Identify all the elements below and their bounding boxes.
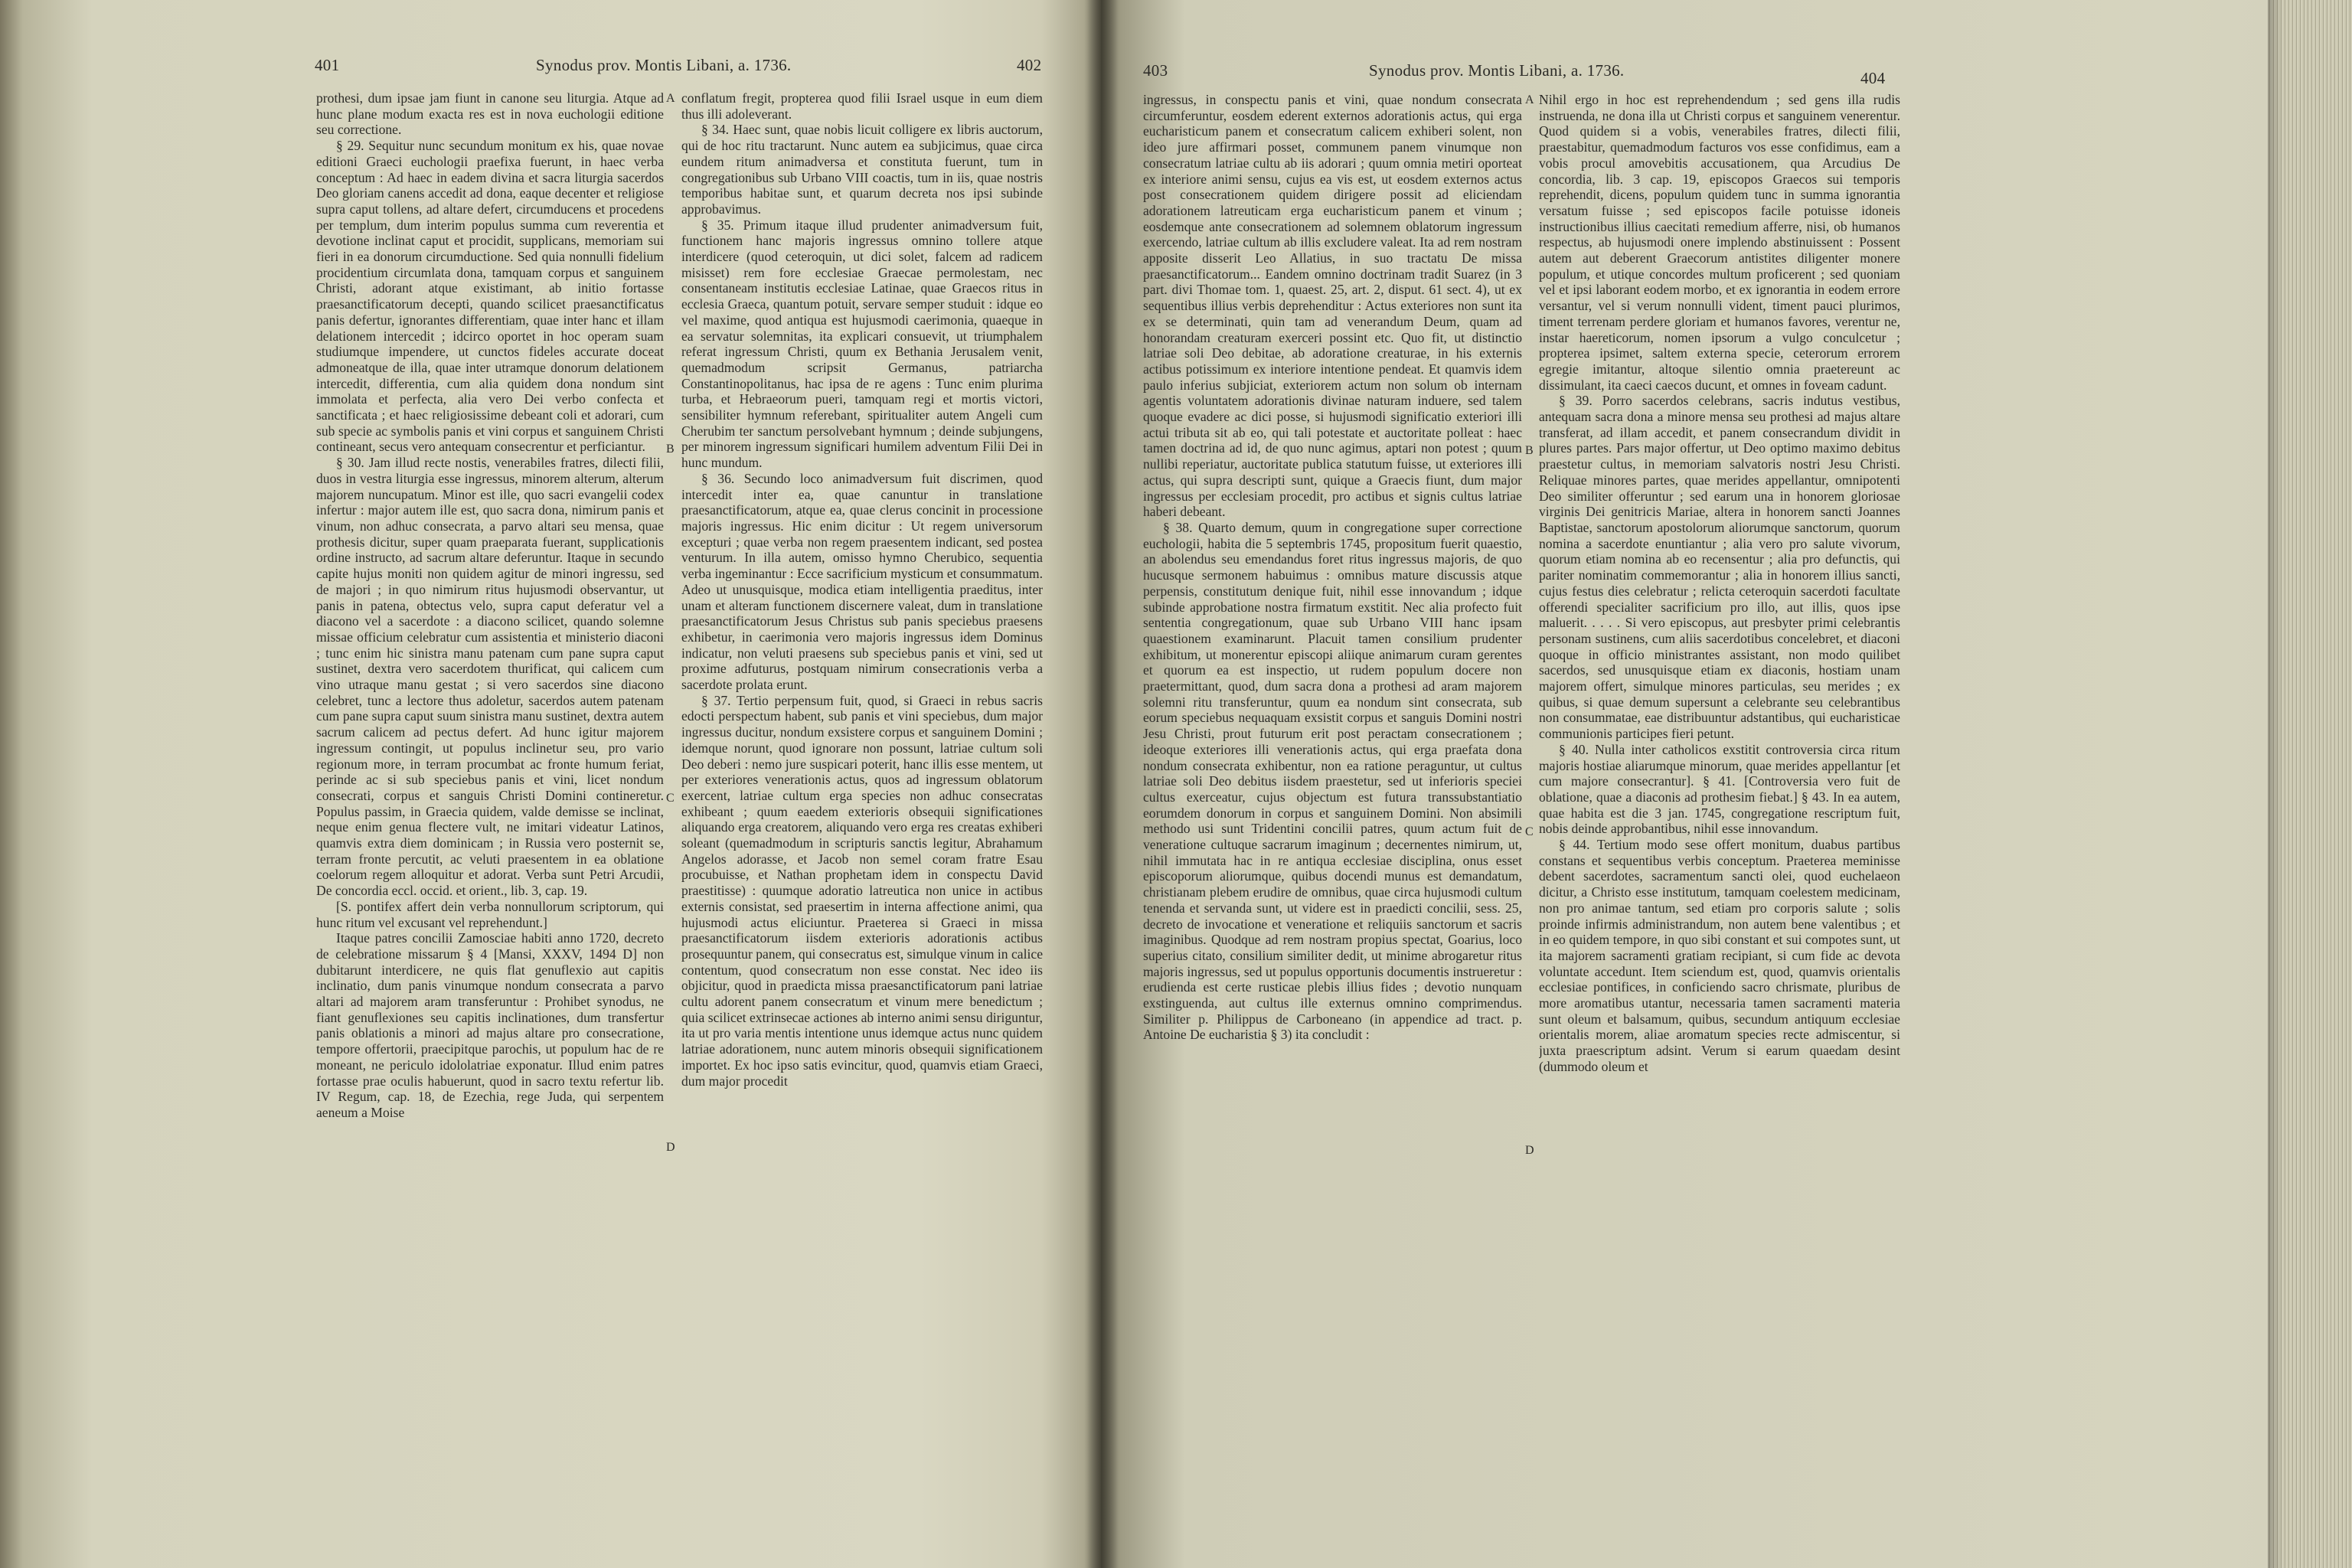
paragraph: prothesi, dum ipsae jam fiunt in canone seu liturgia. Atque ad hunc plane modum exacta res est in nova euchologii editione seu correctione. xyxy=(316,90,664,138)
paragraph: ingressus, in conspectu panis et vini, quae nondum consecrata circumferuntur, eosdem ederent externos adorationis actus, qui erga eucharisticum panem et consecratum calicem exhiberi solent, non ideo jure affirmari posset, communem panem vinumque non consecratum latriae cultu ab iis adorari ; quum omnia metiri oporteat ex interiore animi sensu, cujus ea vis est, ut eosdem externos actus post consecrationem quidem dirigere possit ad eliciendam adorationem latreuticam erga eucharisticum panem et vinum ; eosdemque ante consecrationem ad solemnem oblatorum ingressum exercendo, latriae cultum ab illis excludere valeat. Ita ad rem nostram apposite disserit Leo Allatius, in suo tractatu De missa praesanctificatorum... Eandem omnino doctrinam tradit Suarez (in 3 part. divi Thomae tom. 1, quaest. 25, art. 2, disput. 61 sect. 4), ut ex sequentibus illius verbis deprehenditur : Actus exteriores non sunt ita ex se determinati, quin tam ad venerandum Deum, quam ad honorandam creaturam exerceri possint etc. Quo fit, ut distinctio latriae soli Deo debitae, ab adoratione creaturae, in his externis actibus potissimum ex interiore intentione pendeat. Et quamvis idem paulo inferius subjiciat, exteriorem actum non solum ob internam agentis voluntatem adorationis divinae naturam induere, sed talem quoque evadere ac dici posse, si hujusmodi significatio exteriori illi actui tributa sit ab eo, qui tali potestate et auctoritate polleat : haec tamen doctrina ad id, de quo nunc agimus, aptari non potest ; quum nullibi reperiatur, auctoritate publica statutum fuisse, ut exteriores illi actus, qui supra descripti sunt, quique a Graecis fiunt, dum major ingressus per ecclesiam procedit, pro actibus et signis cultus latriae haberi debeant. xyxy=(1143,92,1522,520)
margin-marker-b: B xyxy=(666,443,675,456)
paragraph: § 38. Quarto demum, quum in congregatione super correctione euchologii, habita die 5 septembris 1745, propositum fuerit quaestio, an abolendus seu emendandus foret ritus ingressus majoris, de quo hucusque sermonem habuimus : omnibus mature discussis atque perpensis, constitutum denique fuit, nihil esse innovandum ; idque subinde approbatione nostra firmatum exstitit. Nec alia profecto fuit sententia congregationum, quae sub Urbano VIII hanc ipsam quaestionem examinarunt. Placuit tamen consilium prudenter exhibitum, ut monerentur episcopi aliique animarum curam gerentes et quorum ea est inspectio, ut rudem populum docere non praetermittant, quod, dum sacra dona a prothesi ad aram majorem solemni ritu transferuntur, quum ea nondum sint consecrata, sub eorum speciebus nequaquam exsistit corpus et sanguis Domini nostri Jesu Christi, prout futurum erit post peractam consecrationem ; ideoque exteriores illi venerationis actus, qui erga praefata dona nondum consecrata exhibentur, non ea ratione peraguntur, ut cultus latriae soli Deo debitus iisdem praestetur, sed ut inferioris speciei cultus exerceatur, cujus objectum est futura transsubstantiatio eorumdem donorum in corpus et sanguinem Domini. Non absimili methodo usi sunt Tridentini concilii patres, quum actum fuit de veneratione cultuque sacrarum imaginum ; decernentes nimirum, ut, nihil immutata hac in re antiqua ecclesiae disciplina, onus esset episcoporum aliorumque, quibus docendi munus est demandatum, christianam plebem erudire de omnibus, quae circa hujusmodi cultum tenenda et servanda sunt, ut videre est in praedicti concilii, sess. 25, decreto de invocatione et veneratione et reliquiis sanctorum et sacris imaginibus. Quodque ad rem nostram propius spectat, Goarius, loco superius citato, consilium similiter dedit, ut minime abrogaretur ritus majoris ingressus, sed ut populus opportunis documentis instrueretur : erudienda est certe rusticae plebis illius fides ; devotio nunquam exstinguenda, aut cultus ille externus omnino comprimendus. Similiter p. Philippus de Carboneano (in appendice ad tract. p. Antoine De eucharistia § 3) ita concludit : xyxy=(1143,519,1522,1043)
paragraph: § 30. Jam illud recte nostis, venerabiles fratres, dilecti filii, duos in vestra liturgia esse ingressus, minorem alterum, alterum majorem nuncupatum. Minor est ille, quo sacri evangelii codex infertur : major autem ille est, quo sacra dona, nimirum panis et vinum, non adhuc consecrata, a parvo altari seu mensa, quae prothesis dicitur, super quam praeparata fuerant, supplicationis ordine instructo, ad sacrum altare deferuntur. Itaque in secundo capite hujus moniti non quidem agitur de minori ingressu, sed de majori ; in quo nimirum ritus hujusmodi observantur, ut panis in patena, obtectus velo, supra caput deferatur vel a diacono vel a sacerdote : a diacono scilicet, quando solemne missae officium celebratur cum assistentia et ministerio diaconi ; tunc enim hic sinistra manu patenam cum pane supra caput sustinet, dextra vero sacerdotem thurificat, qui calicem cum vino utraque manu gestat ; si vero sacerdos sine diacono celebret, tunc a lectore thus adoletur, sacerdos autem patenam cum pane supra caput suum sinistra manu sustinet, dextra autem sacrum calicem ad pectus defert. Ad hunc igitur majorem ingressum contingit, ut populus inclinetur seu, pro vario regionum more, in terram procumbat ac fronte humum feriat, perinde ac si sub speciebus panis et vini, licet nondum consecrati, corpus et sanguis Christi Domini contineretur. Populus passim, in Graecia quidem, valde demisse se inclinat, neque enim genua flectere vult, ne imitari videatur Latinos, quamvis extra diem dominicam ; in Russia vero posternit se, terram fronte percutit, ac veluti praesentem in ea oblatione coelorum regem alloquitur et adorat. Verba sunt Petri Arcudii, De concordia eccl. occid. et orient., lib. 3, cap. 19. xyxy=(316,455,664,899)
left-page-column-2 xyxy=(681,90,1043,1351)
margin-marker-c: C xyxy=(666,792,675,805)
paragraph: § 29. Sequitur nunc secundum monitum ex his, quae novae editioni Graeci euchologii praefixa fuerunt, in haec verba conceptum : Ad haec in eadem divina et sacra liturgia sacerdos Deo gloriam canens accedit ad dona, eaque decenter et religiose supra caput tollens, ad altare defert, circumducens et procedens per templum, dum interim populus summa cum reverentia et devotione inclinat caput et procidit, supplicans, memoriam sui fieri in ea donorum circumductione. Sed quia nonnulli fidelium procidentium circumlata dona, tamquam corpus et sanguinem Christi, adorant atque existimant, ab initio fortasse praesanctificatorum decepti, quando scilicet praesanctificatus panis defertur, ignorantes differentiam, quae inter hanc et illam delationem intercedit ; idcirco oportet in hoc operam suam studiumque impendere, ut cunctos fideles accurate doceat admoneatque de illa, quae inter utramque donorum delationem intercedit, differentia, cum alia quidem dona nondum sint immolata et perfecta, alia vero Dei verbo confecta et sanctificata ; et haec religiosissime debeant coli et adorari, cum sub specie ac symbolis panis et vini corpus et sanguinem Christi contineant, secus vero antequam consecrentur et perficiantur. xyxy=(316,138,664,455)
left-page-number-402: 402 xyxy=(1017,56,1042,74)
paragraph: Itaque patres concilii Zamosciae habiti anno 1720, decreto de celebratione missarum § 4 [Mansi, XXXV, 1494 D] non dubitarunt interdicere, ne quis flat genuflexio aut capitis inclinatio, dum panis vinumque nondum consecrata a parvo altari ad majorem aram transferuntur : Prohibet synodus, ne fiant genuflexiones seu capitis inclinationes, dum transfertur panis oblationis a minori ad majus altare pro consecratione, tempore offertorii, praecipitque parochis, ut populum hac de re moneant, ne periculo idololatriae exponatur. Illud enim patres fortasse prae oculis habuerunt, quod in sacro textu refertur lib. IV Regum, cap. 18, de Ezechia, rege Juda, qui serpentem aeneum a Moise xyxy=(316,930,664,1120)
paragraph: conflatum fregit, propterea quod filii Israel usque in eum diem thus illi adoleverant. xyxy=(681,90,1043,122)
left-page-running-title: Synodus prov. Montis Libani, a. 1736. xyxy=(536,56,792,74)
paragraph: § 35. Primum itaque illud prudenter animadversum fuit, functionem hanc majoris ingressus omnino tollere atque interdicere (quod ceteroquin, ut dici solet, falcem ad radicem misisset) rem fore ecclesiae Graecae permolestam, nec consentaneam institutis ecclesiae Latinae, quae Graecos ritus in ecclesia Graeca, quantum potuit, servare semper studuit : idque eo vel maxime, quod antiqua est hujusmodi caerimonia, quaeque in ea servatur solemnitas, ita explicari consuevit, ut triumphalem referat ingressum Christi, quum ex Bethania Jerusalem venit, quemadmodum scripsit Germanus, patriarcha Constantinopolitanus, hac ipsa de re agens : Tunc enim plurima turba, et Hebraeorum pueri, tamquam regi et mortis victori, sensibiliter hymnum referebant, spiritualiter autem Angeli cum Cherubim ter sanctum persolvebant hymnum ; deinde subjungens, per minorem ingressum significari humilem adventum Filii Dei in hunc mundum. xyxy=(681,217,1043,471)
paragraph: [S. pontifex affert dein verba nonnullorum scriptorum, qui hunc ritum vel excusant vel reprehendunt.] xyxy=(316,898,664,930)
margin-marker-a: A xyxy=(666,92,675,105)
paragraph: § 36. Secundo loco animadversum fuit discrimen, quod intercedit inter ea, quae canuntur in translatione praesanctificatorum, atque ea, quae clerus concinit in processione majoris ingressus. Hic enim dicitur : Ut regem universorum excepturi ; quae verba non regem praesentem indicant, sed postea venturum. In illa autem, omisso hymno Cherubico, sequentia verba ingeminantur : Ecce sacrificium mysticum et consummatum. Adeo ut unusquisque, modica etiam intelligentia praeditus, inter unam et alteram functionem discernere valeat, dum in translatione praesanctificatorum Jesus Christus sub panis speciebus praesens exhibetur, in caerimonia vero majoris ingressus idem Dominus indicatur, non veluti praesens sub speciebus panis et vini, sed ut proxime adfuturus, postquam nimirum consecrationis verba a sacerdote prolata erunt. xyxy=(681,470,1043,693)
paragraph: § 44. Tertium modo sese offert monitum, duabus partibus constans et sequentibus verbis conceptum. Praeterea meminisse debent sacerdotes, sacramentum sancti olei, quod euchelaeon dicitur, a Christo esse institutum, tamquam coelestem medicinam, non pro animae tantum, sed etiam pro corporis salute ; solis proinde infirmis administrandum, non autem bene valentibus ; et in eo quidem tempore, in quo sibi constant et sui compotes sunt, ut ita majorem sacramenti gratiam recipiant, si cum fide ac devota voluntate accedunt. Item sciendum est, quod, quamvis orientalis ecclesiae pontifices, in conficiendo sacro chrismate, pluribus de more aromatibus utantur, necessaria tamen sacramenti materia sunt oleum et balsamum, quibus, secundum antiquum ecclesiae orientalis morem, aliae aromatum species recte admiscentur, si juxta praescriptum adsint. Verum si earum quaedam desint (dummodo oleum et xyxy=(1539,837,1900,1074)
paragraph: Nihil ergo in hoc est reprehendendum ; sed gens illa rudis instruenda, ne dona illa ut Christi corpus et sanguinem venerentur. Quod quidem si a vobis, venerabiles fratres, dilecti filii, praestabitur, quemadmodum facturos vos esse confidimus, eam a vobis procul amovebitis accusationem, qua Arcudius De concordia, lib. 3 cap. 19, episcopos Graecos sui temporis reprehendit, dicens, populum quidem tunc in summa ignorantia versatum fuisse ; sed episcopos facile potuisse idoneis instructionibus illius caecitati remedium afferre, nisi, ob humanos respectus, ab hujusmodi onere implendo abstinuissent : Possent autem aut deberent Graecorum antistites diligenter monere populum, et utique concordes multum proficerent ; sed quoniam vel et ipsi laborant eodem morbo, et ex ignorantia in eodem errore versantur, vel si verum nonnulli vident, timent pauci plurimos, timent terrenam perdere gloriam et humanos favores, verentur ne, instar haereticorum, nomen ipsorum a vulgo conculcetur ; propterea ipsimet, saltem externa specie, ceterorum errorem egregie imitantur, altoque silentio omnia praetereunt ac dissimulant, ita caeci caecos ducunt, et omnes in foveam cadunt. xyxy=(1539,92,1900,393)
page-edges xyxy=(2268,0,2352,1568)
margin-marker-d: D xyxy=(666,1141,675,1154)
left-page xyxy=(0,0,1101,1568)
margin-marker-d: D xyxy=(1525,1144,1534,1157)
margin-marker-c: C xyxy=(1525,825,1534,838)
paragraph: § 37. Tertio perpensum fuit, quod, si Graeci in rebus sacris edocti perspectum habent, sub panis et vini speciebus, dum major ingressus ducitur, nondum exsistere corpus et sanguinem Domini ; idemque norunt, quod ignorare non possunt, latriae cultum soli Deo deberi : nemo jure suspicari poterit, hanc illis esse mentem, ut per exteriores venerationis actus, quos ad ingressum oblatorum exercent, latriae cultum erga species non adhuc consecratas exhibeant ; quum eaedem exterioris obsequii significationes aliquando erga creatorem, aliquando vero erga res creatas exhiberi soleant (quemadmodum in scripturis sanctis legitur, Abrahamum Angelos adorasse, et Jacob non semel coram fratre Esau procubuisse, et Nathan prophetam idem in conspectu David praestitisse) : quumque adoratio latreutica non unice in actibus externis consistat, sed praesertim in interna affectione animi, qua hujusmodi actus eliciuntur. Praeterea si Graeci in missa praesanctificatorum iisdem exterioris adorationis actibus prosequuntur panem, qui consecratus est, simulque vinum in calice contentum, quod consecratum non esse constat. Nec ideo iis objicitur, quod in praedicta missa praesanctificatorum pani latriae cultu adorent panem consecratum et vinum mere benedictum ; quia scilicet extrinsecae actiones ab interno animi sensu diriguntur, ita ut pro varia mentis intentione unus idemque actus nunc quidem latriae adorationem, nunc autem minoris obsequii significationem importet. Ex hoc ipso satis evincitur, quod, quamvis etiam Graeci, dum major procedit xyxy=(681,692,1043,1089)
right-page-column-1 xyxy=(1143,92,1522,1363)
margin-marker-a: A xyxy=(1525,93,1534,106)
margin-marker-b: B xyxy=(1525,444,1534,457)
right-page-number-403: 403 xyxy=(1143,61,1168,80)
paragraph: § 34. Haec sunt, quae nobis licuit colligere ex libris auctorum, qui de hoc ritu tractarunt. Nunc autem ea subjicimus, quae circa eundem ritum animadversa et constituta fuerunt, tum in congregationibus sub Urbano VIII coactis, tum in iis, quae nostris temporibus habitae sunt, et quarum decreta nos ipsi subinde approbavimus. xyxy=(681,122,1043,217)
right-page-column-2 xyxy=(1539,92,1900,1370)
right-page-running-title: Synodus prov. Montis Libani, a. 1736. xyxy=(1369,61,1625,80)
right-page-number-404: 404 xyxy=(1860,69,1886,87)
left-page-column-1 xyxy=(316,90,664,1331)
paragraph: § 40. Nulla inter catholicos exstitit controversia circa ritum majoris hostiae aliarumque minorum, quae merides appellantur [et cum majore consecrantur]. § 41. [Controversia vero fuit de oblatione, quae a diaconis ad prothesim fiebat.] § 43. In ea autem, quae habita est die 3 jan. 1745, congregatione rescriptum fuit, nobis deinde approbantibus, nihil esse innovandum. xyxy=(1539,741,1900,837)
paragraph: § 39. Porro sacerdos celebrans, sacris indutus vestibus, antequam sacra dona a minore mensa seu prothesi ad majus altare transferat, ad illam accedit, et panem consecrandum dividit in plures partes. Pars major offertur, ut Deo optimo maximo debitus praestetur cultus, in memoriam salvatoris nostri Jesu Christi. Reliquae minores partes, quae merides appellantur, omnipotenti Deo similiter offeruntur ; sed earum una in honorem gloriosae virginis Dei genitricis Mariae, altera in honorem sancti Joannes Baptistae, sanctorum apostolorum aliorumque sanctorum, quorum nomina a sacerdote enuntiantur ; alia vero pro salute vivorum, quorum etiam nomina ab eo recensentur ; alia pro defunctis, qui pariter nominatim commemorantur ; alia in honorem illius sancti, cujus festus dies celebratur ; relicta ceteroquin sacerdoti facultate offerendi specialiter sacrificium pro illo, aut illis, quos ipse maluerit. . . . . Si vero episcopus, aut presbyter primi celebrantis personam sustinens, cum aliis sacerdotibus concelebret, et diaconi quoque in officio ministrantes assistant, non modo quilibet sacerdos, sed unusquisque etiam ex diaconis, hostiam unam majorem offert, simulque minores particulas, seu merides ; ex quibus, si quae demum supersunt a celebrante seu celebrantibus non consummatae, eae distribuuntur adstantibus, qui eucharisticae communionis participes fieri petunt. xyxy=(1539,393,1900,742)
book-gutter xyxy=(1084,0,1118,1568)
right-page xyxy=(1101,0,2352,1568)
left-page-number-401: 401 xyxy=(315,56,340,74)
